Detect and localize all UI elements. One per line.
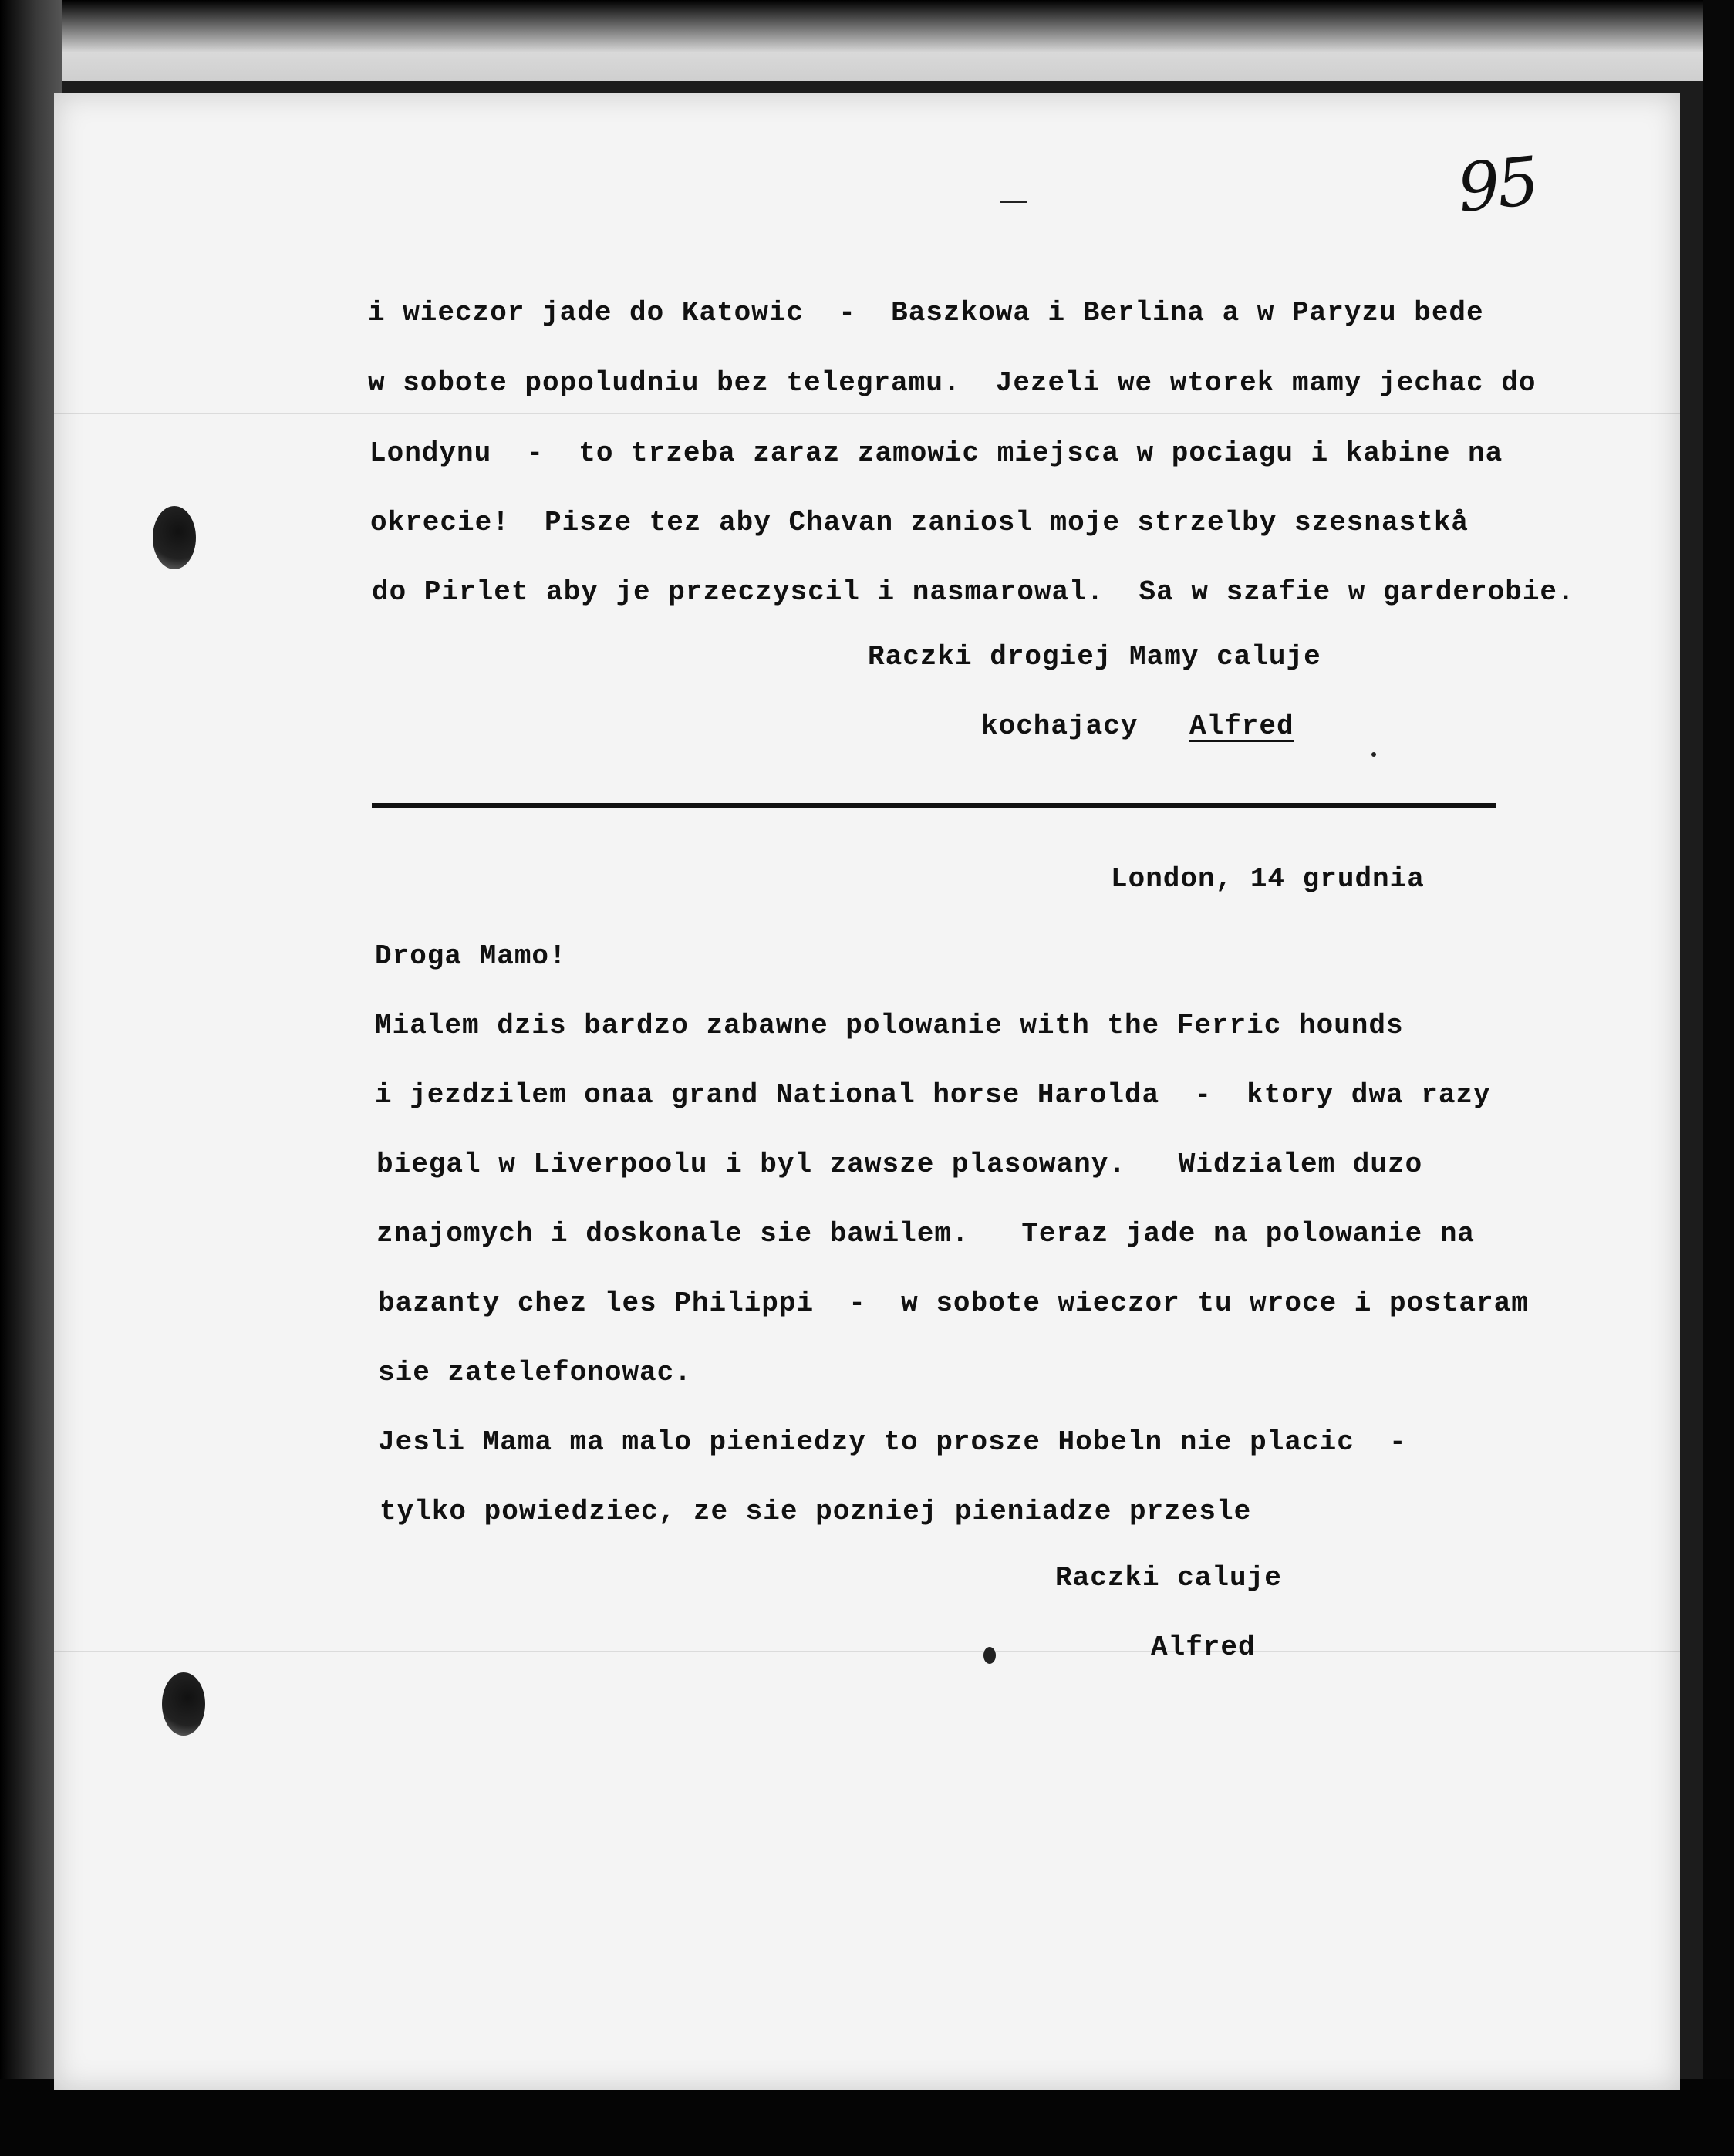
letter1-line-3: Londynu - to trzeba zaraz zamowic miejsca w pociagu i kabine na: [369, 437, 1503, 469]
paper-crease: [54, 1651, 1680, 1652]
scan-border-top: [0, 0, 1734, 81]
letter1-signature-prefix: kochajacy: [981, 710, 1139, 742]
letter2-line-1: Mialem dzis bardzo zabawne polowanie with the Ferric hounds: [375, 1010, 1404, 1041]
letter1-signature: Alfred: [1189, 710, 1294, 742]
punch-hole: [153, 506, 196, 569]
letter2-salutation: Droga Mamo!: [375, 940, 567, 972]
letter2-line-8: tylko powiedziec, ze sie pozniej pieniadze przesle: [380, 1496, 1252, 1527]
letter2-line-4: znajomych i doskonale sie bawilem. Teraz jade na polowanie na: [376, 1218, 1476, 1250]
letter2-line-7: Jesli Mama ma malo pieniedzy to prosze Hobeln nie placic -: [378, 1426, 1407, 1458]
ink-speck: [1000, 201, 1027, 203]
ink-speck: [983, 1647, 996, 1664]
letter2-line-5: bazanty chez les Philippi - w sobote wieczor tu wroce i postaram: [378, 1287, 1529, 1319]
letter1-closing: Raczki drogiej Mamy caluje: [868, 641, 1321, 673]
folio-number: 95: [1454, 142, 1540, 228]
letter-divider: [372, 803, 1496, 808]
letter2-place-date: London, 14 grudnia: [1111, 863, 1425, 895]
letter2-line-2: i jezdzilem onaa grand National horse Harolda - ktory dwa razy: [375, 1079, 1491, 1111]
letter2-signature: Alfred: [1151, 1631, 1256, 1663]
ink-speck: [1371, 752, 1376, 757]
letter1-line-1: i wieczor jade do Katowic - Baszkowa i Berlina a w Paryzu bede: [368, 297, 1484, 329]
letter2-line-6: sie zatelefonowac.: [378, 1357, 692, 1388]
letter2-closing: Raczki caluje: [1055, 1562, 1282, 1594]
letter1-line-4: okrecie! Pisze tez aby Chavan zaniosl moje strzelby szesnastkå: [370, 507, 1469, 538]
scan-border-left: [0, 0, 62, 2156]
punch-hole: [162, 1672, 205, 1736]
letter-page: [54, 93, 1680, 2090]
letter2-line-3: biegal w Liverpoolu i byl zawsze plasowany. Widzialem duzo: [376, 1149, 1423, 1180]
letter1-line-5: do Pirlet aby je przeczyscil i nasmarowal. Sa w szafie w garderobie.: [372, 576, 1575, 608]
scan-border-right: [1703, 0, 1734, 2156]
paper-crease: [54, 413, 1680, 414]
scan-border-bottom: [0, 2079, 1734, 2156]
letter1-line-2: w sobote popoludniu bez telegramu. Jezeli we wtorek mamy jechac do: [368, 367, 1537, 399]
